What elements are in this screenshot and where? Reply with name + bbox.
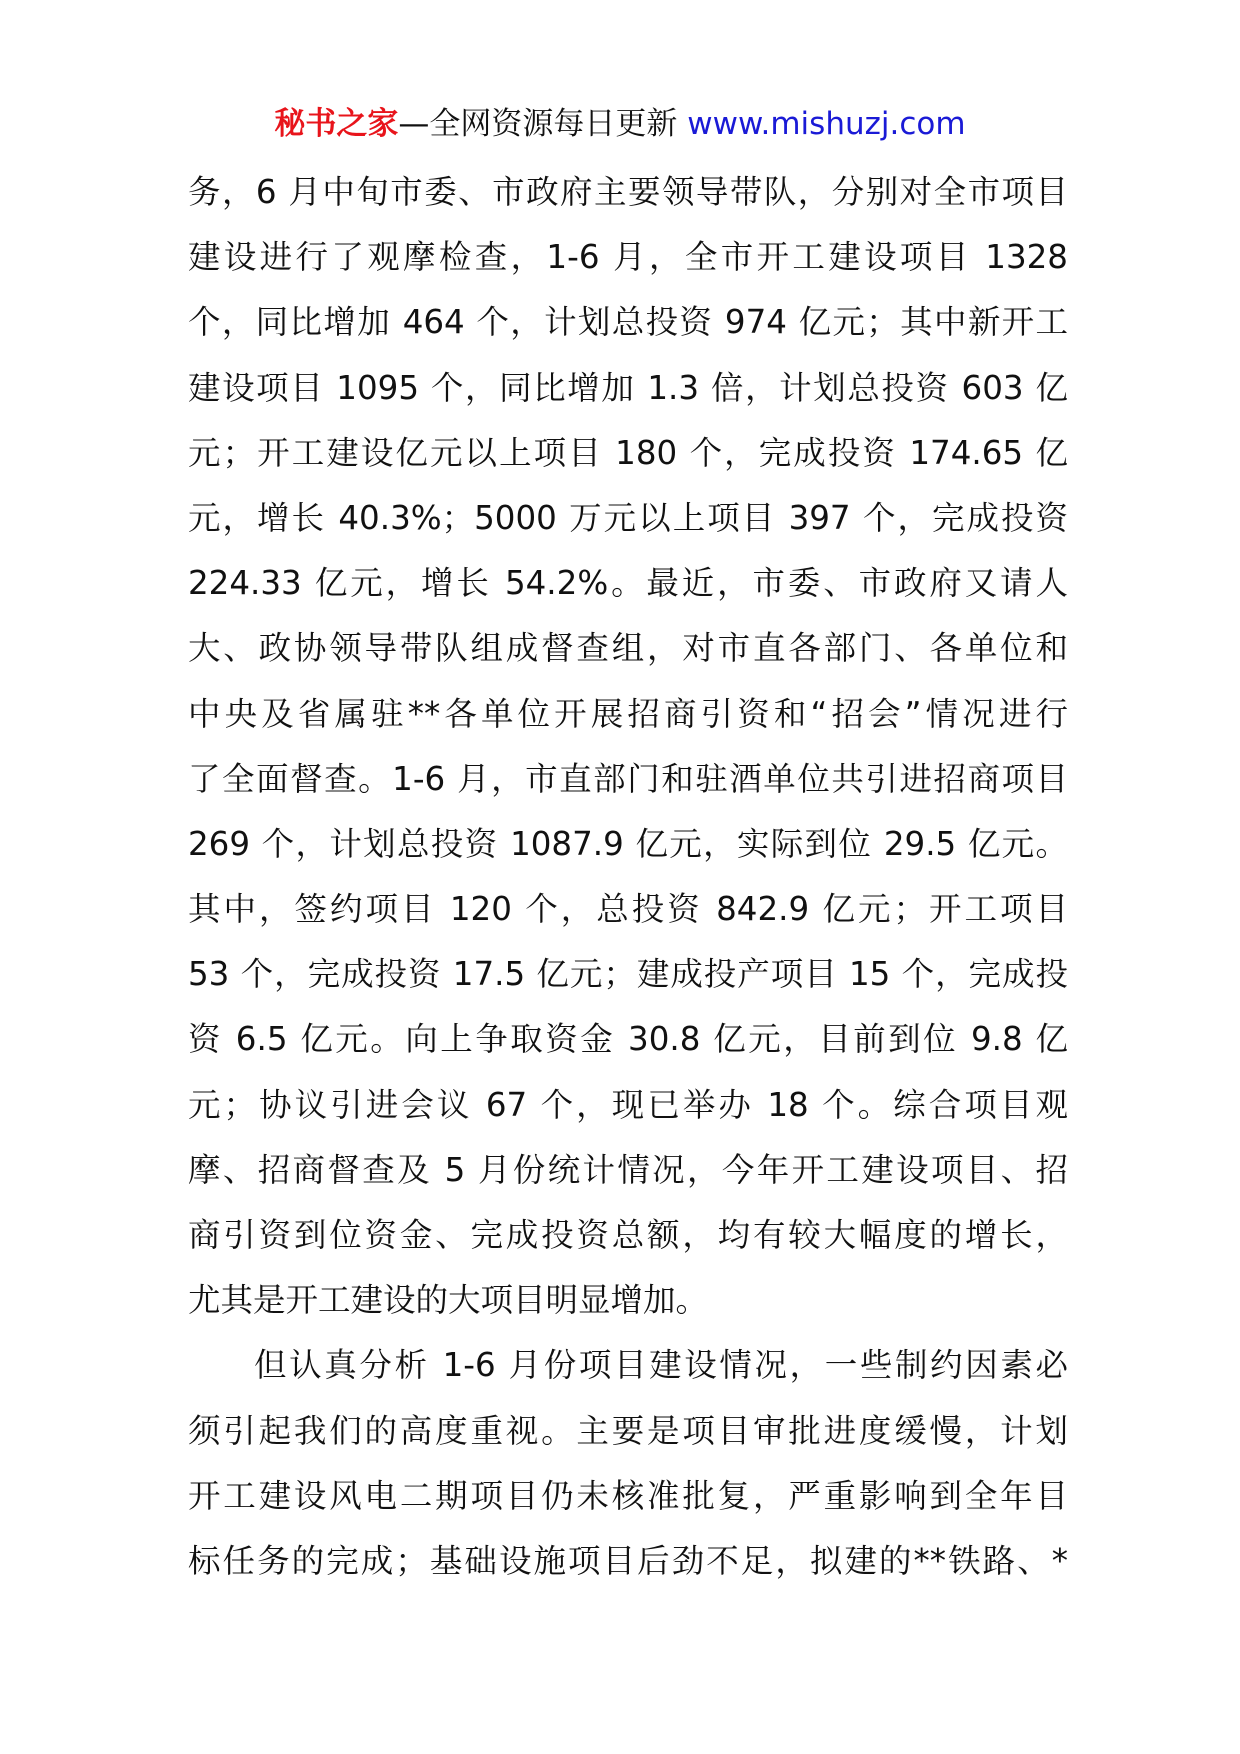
text-line: 269 个，计划总投资 1087.9 亿元，实际到位 29.5 亿元。: [188, 824, 1068, 863]
text-line: 商引资到位资金、完成投资总额，均有较大幅度的增长，: [188, 1216, 1068, 1254]
text-line: 224.33 亿元，增长 54.2%。最近，市委、市政府又请人: [188, 564, 1068, 603]
site-brand: 秘书之家: [274, 106, 399, 142]
text-line: 个，同比增加 464 个，计划总投资 974 亿元；其中新开工: [188, 303, 1068, 342]
text-line: 中央及省属驻**各单位开展招商引资和“招会”情况进行: [188, 694, 1068, 733]
text-line: 建设进行了观摩检查，1-6 月，全市开工建设项目 1328: [188, 238, 1068, 277]
text-line: 元；开工建设亿元以上项目 180 个，完成投资 174.65 亿: [188, 433, 1068, 472]
text-line: 建设项目 1095 个，同比增加 1.3 倍，计划总投资 603 亿: [188, 368, 1068, 407]
site-tagline: —全网资源每日更新: [398, 106, 688, 142]
text-line: 资 6.5 亿元。向上争取资金 30.8 亿元，目前到位 9.8 亿: [188, 1020, 1068, 1059]
text-line: 须引起我们的高度重视。主要是项目审批进度缓慢，计划: [188, 1411, 1068, 1450]
paragraph-1: [188, 160, 1068, 1333]
document-body: [188, 160, 1068, 1594]
text-line: 其中，签约项目 120 个，总投资 842.9 亿元；开工项目: [188, 890, 1068, 929]
text-line: 大、政协领导带队组成督查组，对市直各部门、各单位和: [188, 629, 1068, 668]
text-line: 但认真分析 1-6 月份项目建设情况，一些制约因素必: [254, 1346, 1068, 1385]
text-line: 53 个，完成投资 17.5 亿元；建成投产项目 15 个，完成投: [188, 955, 1068, 994]
text-line: 元，增长 40.3%；5000 万元以上项目 397 个，完成投资: [188, 498, 1068, 537]
text-line: 摩、招商督查及 5 月份统计情况，今年开工建设项目、招: [188, 1150, 1068, 1189]
site-header: [0, 102, 1240, 146]
text-line: 元；协议引进会议 67 个，现已举办 18 个。综合项目观: [188, 1085, 1068, 1124]
text-line: 尤其是开工建设的大项目明显增加。: [188, 1281, 709, 1320]
text-line: 了全面督查。1-6 月，市直部门和驻酒单位共引进招商项目: [188, 759, 1068, 798]
site-url[interactable]: www.mishuzj.com: [687, 106, 966, 142]
text-line: 标任务的完成；基础设施项目后劲不足，拟建的**铁路、*: [188, 1541, 1068, 1580]
text-line: 务，6 月中旬市委、市政府主要领导带队，分别对全市项目: [188, 173, 1068, 211]
text-line: 开工建设风电二期项目仍未核准批复，严重影响到全年目: [188, 1476, 1068, 1515]
paragraph-2: [188, 1333, 1068, 1594]
